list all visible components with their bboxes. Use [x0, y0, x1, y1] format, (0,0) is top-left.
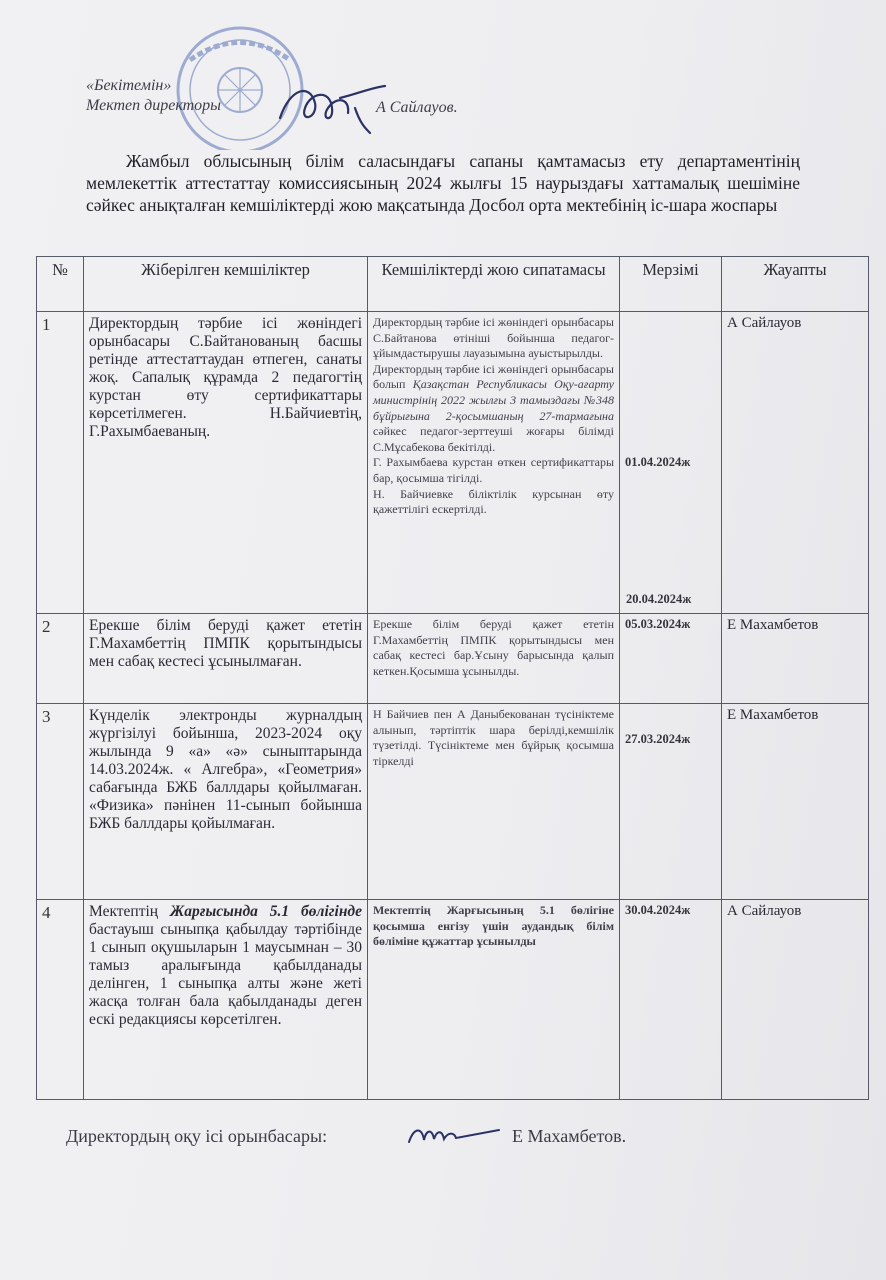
- table-row: [37, 614, 869, 704]
- col-header-deadline: Мерзімі: [620, 257, 722, 312]
- fix-cell: Мектептің Жарғысының 5.1 бөлігіне қосымша енгізу үшін аудандық білім бөліміне құжаттар ұсынылды: [368, 900, 620, 1100]
- fix-cell: Н Байчиев пен А Даныбекованан түсініктеме алынып, тәртіптік шара берілді,кемшілік түзетілді. Түсініктеме мен бұйрық қосымша тіркелді: [368, 704, 620, 900]
- deadline-cell: 27.03.2024ж: [620, 704, 722, 900]
- fix-paragraph: Г. Рахымбаева курстан өткен сертификаттары бар, қосымша тігілді.: [373, 455, 614, 485]
- responsible-cell: А Сайлауов: [722, 312, 869, 614]
- director-name: А Сайлауов.: [376, 99, 458, 116]
- action-plan-table: [36, 256, 869, 1100]
- issue-cell: [84, 900, 368, 1100]
- fix-paragraph: Директордың тәрбие ісі жөніндегі орынбасары С.Байтанова өтініші бойынша педагог-ұйымдастырушы лауазымына ауыстырылды.: [373, 315, 614, 361]
- deadline-cell: [620, 312, 722, 614]
- fix-text-order: Қазақстан Республикасы Оқу-ағарту министрінің 2022 жылғы 3 тамыздағы №348 бұйрығына 2-қосымшаның 27-тармағына: [373, 377, 614, 423]
- table-row: [37, 900, 869, 1100]
- col-header-responsible: Жауапты: [722, 257, 869, 312]
- row-number: 4: [37, 900, 84, 1100]
- fix-paragraph: Н. Байчиевке біліктілік курсынан өту қажеттілігі ескертілді.: [373, 486, 614, 517]
- responsible-cell: А Сайлауов: [722, 900, 869, 1100]
- deadline-cell: 05.03.2024ж: [620, 614, 722, 704]
- issue-text-bold: Жарғысында 5.1 бөлігінде: [170, 903, 362, 920]
- deadline-cell: 30.04.2024ж: [620, 900, 722, 1100]
- col-header-issues: Жіберілген кемшіліктер: [84, 257, 368, 312]
- issue-cell: Күнделік электронды журналдың жүргізілуі бойынша, 2023-2024 оқу жылында 9 «а» «ә» сыныптарында 14.03.2024ж. « Алгебра», «Геометрия» сабағында БЖБ баллдары қойылмаған. «Физика» пәнінен 11-сынып бойынша БЖБ баллдары қойылмаған.: [84, 704, 368, 900]
- issue-cell: Директордың тәрбие ісі жөніндегі орынбасары С.Байтанованың басшы ретінде аттестаттаудан өтпеген, санаты жоқ. Сапалық құрамда 2 педагогтің курстан өту сертификаттары көрсетілмеген. Н.Байчиевтің, Г.Рахымбаеваның.: [84, 312, 368, 614]
- table-row: [37, 312, 869, 614]
- director-signature-icon: [270, 78, 390, 138]
- table-row: [37, 704, 869, 900]
- deadline-date: 20.04.2024ж: [626, 592, 692, 606]
- approve-label: «Бекітемін»: [86, 77, 172, 94]
- col-header-num: №: [37, 257, 84, 312]
- deadline-date: 01.04.2024ж: [625, 455, 691, 469]
- issue-text: бастауыш сыныпқа қабылдау тәртібінде 1 сынып оқушыларын 1 маусымнан – 30 тамыз аралығында қабылданады делінген, 1 сыныпқа алты және жеті жасқа толған бала қабылданады деген ескі редакциясы көрсетілген.: [89, 921, 362, 1028]
- fix-text: Директордың тәрбие ісі жөніндегі орынбасары болып: [373, 361, 614, 392]
- deputy-name: Е Махамбетов.: [512, 1126, 627, 1146]
- footer-signature-line: [66, 1126, 766, 1147]
- col-header-fix: Кемшіліктерді жою сипатамасы: [368, 257, 620, 312]
- responsible-cell: Е Махамбетов: [722, 704, 869, 900]
- issue-text: Мектептің: [89, 903, 159, 920]
- fix-text: сәйкес педагог-зерттеуші жоғары білімді С.Мұсабекова бекітілді.: [373, 424, 614, 454]
- plan-title: Жамбыл облысының білім саласындағы сапаны қамтамасыз ету департаментінің мемлекеттік аттестаттау комиссиясының 2024 жылғы 15 наурыздағы хаттамалық шешіміне сәйкес анықталған кемшіліктерді жою мақсатында Досбол орта мектебінің іс-шара жоспары: [86, 151, 800, 215]
- responsible-cell: Е Махамбетов: [722, 614, 869, 704]
- row-number: 2: [37, 614, 84, 704]
- row-number: 1: [37, 312, 84, 614]
- table-header-row: [37, 257, 869, 312]
- fix-paragraph: [373, 362, 614, 456]
- row-number: 3: [37, 704, 84, 900]
- director-label: Мектеп директоры: [86, 97, 221, 114]
- fix-cell: [368, 312, 620, 614]
- issue-cell: Ерекше білім беруді қажет ететін Г.Махамбеттің ПМПК қорытындысы мен сабақ кестесі ұсынылмаған.: [84, 614, 368, 704]
- deputy-position: Директордың оқу ісі орынбасары:: [66, 1126, 328, 1146]
- approval-block: [86, 76, 458, 116]
- fix-cell: Ерекше білім беруді қажет ететін Г.Махамбеттің ПМПК қорытындысы мен сабақ кестесі бар.Ұсыну барысында қалып кеткен.Қосымша ұсынылды.: [368, 614, 620, 704]
